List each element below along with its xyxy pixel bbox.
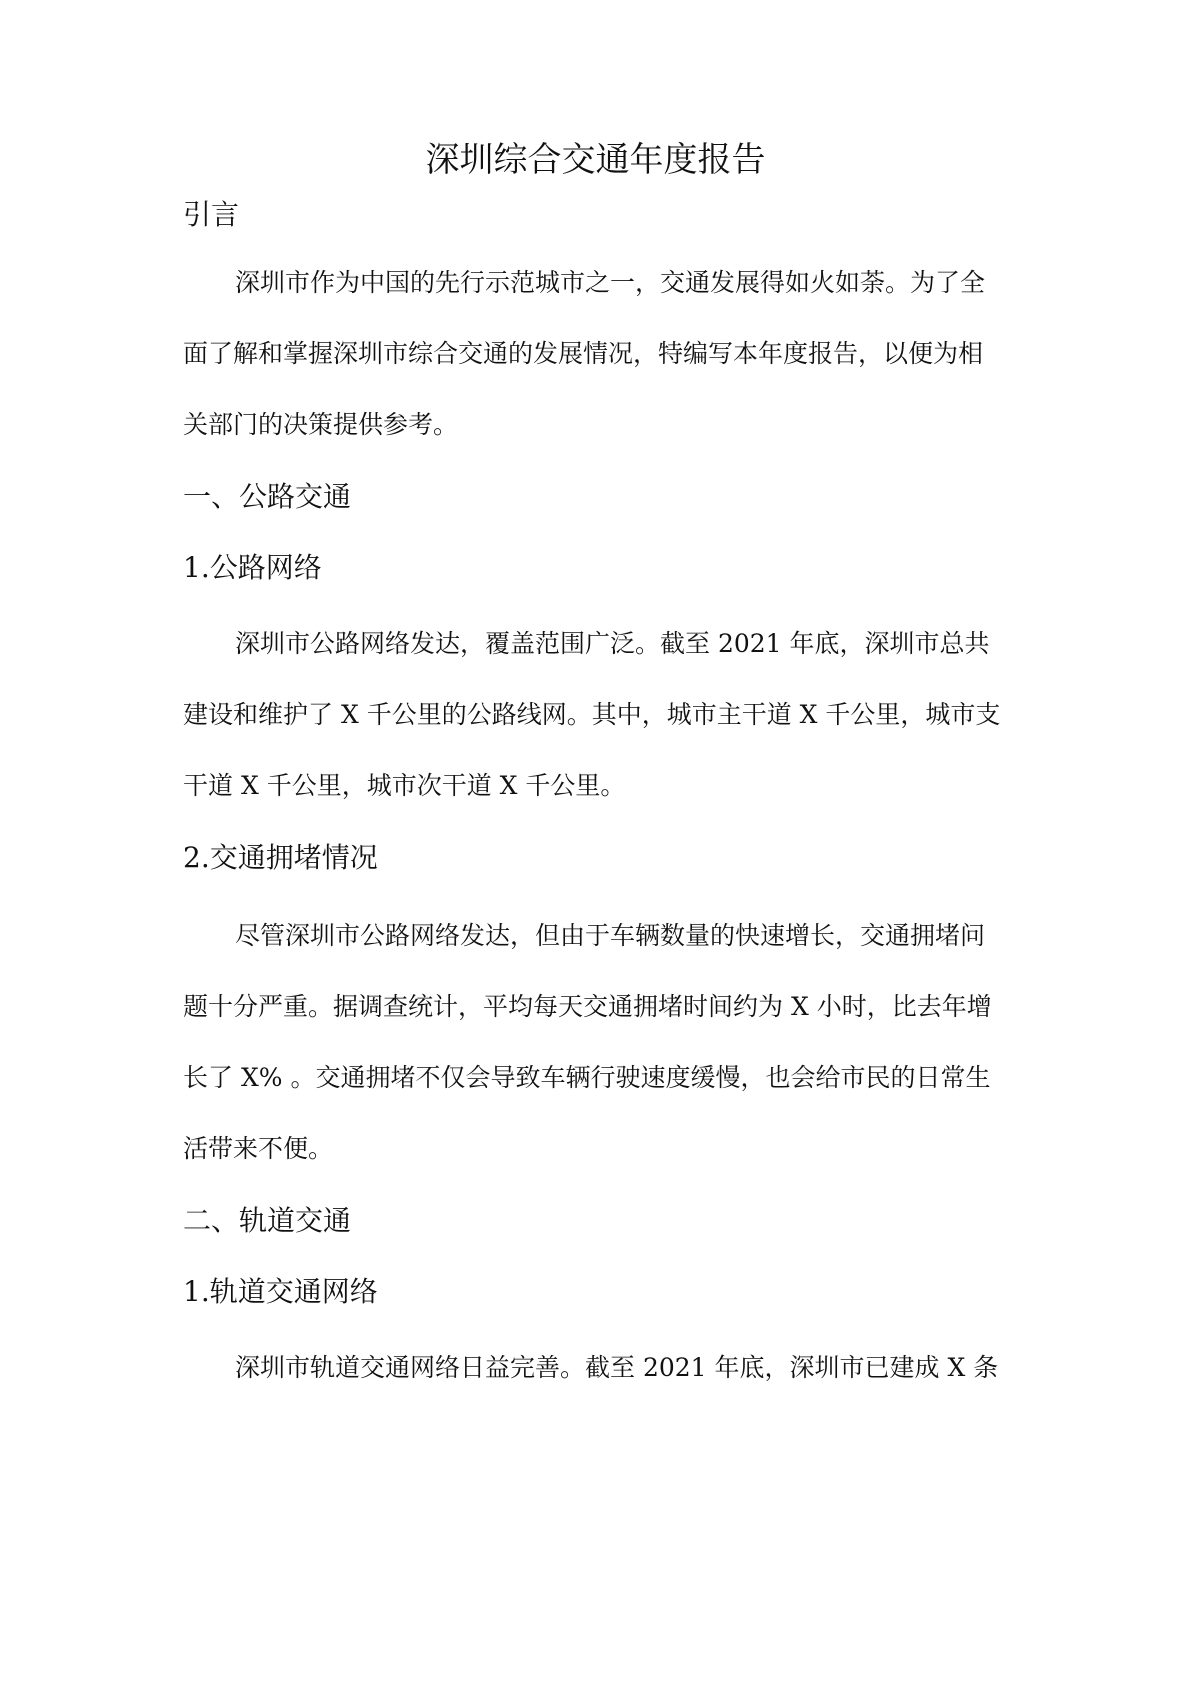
section2-heading: 二、轨道交通 [183, 1204, 352, 1237]
section1-sub1-line-3: 干道 X 千公里，城市次干道 X 千公里。 [183, 771, 626, 800]
section1-sub2-line-2: 题十分严重。据调查统计，平均每天交通拥堵时间约为 X 小时，比去年增 [183, 992, 992, 1021]
section1-sub1-line-2: 建设和维护了 X 千公里的公路线网。其中，城市主干道 X 千公里，城市支 [183, 700, 1001, 729]
section1-sub2-line-4: 活带来不便。 [183, 1134, 334, 1163]
intro-line-3: 关部门的决策提供参考。 [183, 410, 459, 439]
section1-sub2-heading: 2.交通拥堵情况 [183, 841, 378, 874]
section1-sub1-line-1: 深圳市公路网络发达，覆盖范围广泛。截至 2021 年底，深圳市总共 [235, 629, 990, 658]
document-title: 深圳综合交通年度报告 [425, 140, 766, 180]
section1-sub2-line-1: 尽管深圳市公路网络发达，但由于车辆数量的快速增长，交通拥堵问 [235, 921, 986, 950]
intro-line-2: 面了解和掌握深圳市综合交通的发展情况，特编写本年度报告，以便为相 [183, 339, 984, 368]
section2-sub1-heading: 1.轨道交通网络 [183, 1275, 378, 1308]
section2-sub1-line-1: 深圳市轨道交通网络日益完善。截至 2021 年底，深圳市已建成 X 条 [235, 1353, 999, 1382]
intro-heading: 引言 [183, 198, 240, 231]
section1-heading: 一、公路交通 [183, 480, 352, 513]
section1-sub1-heading: 1.公路网络 [183, 551, 322, 584]
intro-line-1: 深圳市作为中国的先行示范城市之一，交通发展得如火如荼。为了全 [235, 268, 986, 297]
section1-sub2-line-3: 长了 X% 。交通拥堵不仅会导致车辆行驶速度缓慢，也会给市民的日常生 [183, 1063, 991, 1092]
